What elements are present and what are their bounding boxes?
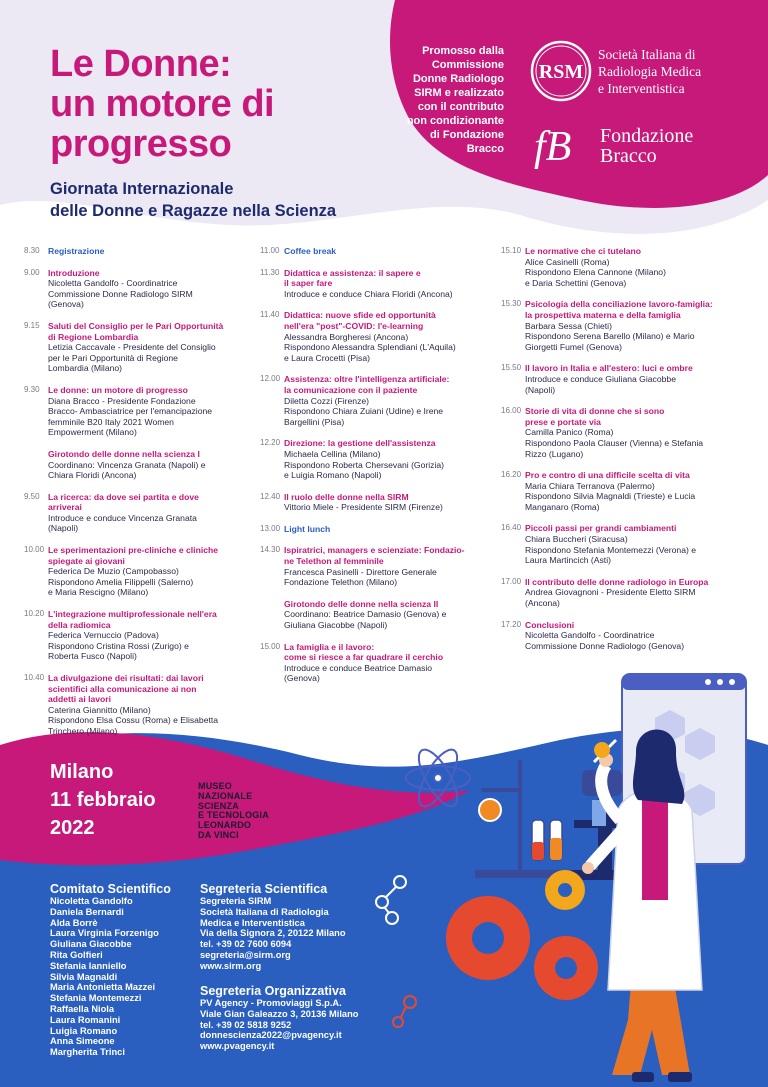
program-speaker-line: Nicoletta Gandolfo - Coordinatrice: [525, 630, 655, 641]
program-item: [260, 492, 492, 513]
segreteria-organizzativa-heading: Segreteria Organizzativa: [200, 984, 346, 998]
program-title: [525, 246, 751, 257]
program-time: 9.15: [24, 320, 40, 330]
program-speaker-line: Rispondono Alessandra Splendiani (L'Aquila): [284, 342, 456, 353]
bracco-name: [600, 126, 693, 166]
program-speaker-line: Introduce e conduce Chiara Floridi (Ancona): [284, 288, 453, 299]
program-title-line: La famiglia e il lavoro:: [284, 641, 375, 652]
info-line: Stefania Ianniello: [50, 960, 127, 971]
program-item: [24, 673, 256, 737]
program-speaker-line: Rispondono Serena Barello (Milano) e Mario: [525, 331, 695, 342]
program-item: [260, 310, 492, 363]
program-speaker-line: femminile B20 Italy 2021 Women: [48, 416, 174, 427]
program-title-line: Le normative che ci tutelano: [525, 246, 642, 256]
program-speaker-line: (Ancona): [525, 598, 560, 609]
program-title-line: la prospettiva materna e della famiglia: [525, 309, 681, 320]
program-item: [260, 438, 492, 480]
program-title-line: Light lunch: [284, 523, 331, 534]
program-title: [525, 620, 751, 631]
program-title: [48, 246, 256, 257]
program-title: [284, 438, 492, 449]
program-speaker-line: Trinchero (Milano): [48, 725, 118, 736]
comitato-members: [50, 896, 171, 1058]
program-time: 14.30: [260, 545, 281, 555]
program-time: 12.20: [260, 438, 281, 448]
program-title-line: Saluti del Consiglio per le Pari Opportunità: [48, 320, 224, 331]
info-line: Laura Romanini: [50, 1014, 121, 1025]
program-title-line: come si riesce a far quadrare il cerchio: [284, 652, 444, 663]
program-item: [501, 246, 751, 288]
program-speaker-line: e Laura Crocetti (Pisa): [284, 352, 370, 363]
title-line-2: un motore di: [50, 83, 275, 125]
program-speaker-line: Letizia Caccavale - Presidente del Consiglio: [48, 342, 216, 353]
museum-line: DA VINCI: [198, 829, 239, 840]
info-line: Stefania Montemezzi: [50, 993, 142, 1004]
program-title: [48, 449, 256, 460]
subtitle-line-1: Giornata Internazionale: [50, 180, 234, 198]
program-title: [525, 406, 751, 427]
program-title-line: La ricerca: da dove sei partita e dove: [48, 491, 199, 502]
program-speaker-line: Alice Casinelli (Roma): [525, 256, 610, 267]
program-title-line: Ispiratrici, managers e scienziate: Fondazio-: [284, 545, 465, 556]
program-time: 9.50: [24, 491, 40, 501]
program-time: 10.00: [24, 545, 45, 555]
museum-line: SCIENZA: [198, 800, 239, 811]
program-speaker-line: Francesca Pasinelli - Direttore Generale: [284, 566, 437, 577]
program-time: 9.30: [24, 384, 40, 394]
program-item: [501, 406, 751, 459]
sirm-mark-letters: RSM: [538, 61, 584, 83]
program-time: 16.20: [501, 470, 522, 480]
program-title-line: Il ruolo delle donne nella SIRM: [284, 491, 409, 502]
program-time: 15.00: [260, 641, 281, 651]
program-title-line: Storie di vita di donne che si sono: [525, 406, 665, 417]
info-line: Rita Golfieri: [50, 949, 103, 960]
museum-logo: [198, 782, 269, 841]
program-speaker-line: Lombardia (Milano): [48, 363, 123, 374]
program-speaker-line: Andrea Giovagnoni - Presidente Eletto SIRM: [525, 587, 696, 598]
program-title: [48, 492, 256, 513]
program-time: 9.00: [24, 267, 40, 277]
program-title-line: scientifici alla comunicazione ai non: [48, 683, 197, 694]
info-line: Daniela Bernardi: [50, 906, 124, 917]
program-title: [284, 268, 492, 289]
museum-line: NAZIONALE: [198, 790, 253, 801]
info-line: Luigia Romano: [50, 1025, 118, 1036]
program-title-line: la comunicazione con il paziente: [284, 384, 418, 395]
bracco-name-line: Bracco: [600, 145, 657, 167]
sirm-name: [598, 46, 701, 97]
subtitle-line-2: delle Donne e Ragazze nella Scienza: [50, 202, 337, 220]
program-time: 8.30: [24, 246, 40, 255]
program-title-line: addetti ai lavori: [48, 694, 112, 705]
program-speaker-line: Michaela Cellina (Milano): [284, 448, 381, 459]
program-column-3: [501, 246, 751, 662]
program-time: 13.00: [260, 523, 281, 533]
program-item: [24, 268, 256, 310]
info-line: segreteria@sirm.org: [200, 949, 291, 960]
info-line: Società Italiana di Radiologia: [200, 906, 329, 917]
program-speaker-line: Empowerment (Milano): [48, 427, 137, 438]
sirm-logo: [530, 40, 750, 110]
program-item: [24, 545, 256, 598]
promo-line: non condizionante: [406, 115, 504, 127]
program-speaker-line: Rispondono Silvia Magnaldi (Trieste) e Lucia: [525, 491, 696, 502]
promo-line: Commissione: [431, 59, 504, 71]
promo-line: con il contributo: [417, 101, 504, 113]
program-speaker-line: Roberta Fusco (Napoli): [48, 651, 137, 662]
program-item: [260, 246, 492, 257]
program-title-line: Pro e contro di una difficile scelta di vita: [525, 470, 690, 481]
sirm-name-line: e Interventistica: [598, 81, 685, 96]
info-line: donnescienza2022@pvagency.it: [200, 1030, 342, 1041]
program-speaker-line: Fondazione Telethon (Milano): [284, 577, 398, 588]
program-speaker-line: Vittorio Miele - Presidente SIRM (Firenze): [284, 502, 443, 513]
program-time: 11.40: [260, 310, 280, 320]
info-line: Raffaella Niola: [50, 1003, 115, 1014]
program-speaker-line: Commissione Donne Radiologo SIRM: [48, 288, 193, 299]
program-item: [24, 321, 256, 374]
promo-text: [380, 44, 504, 156]
program-time: 16.00: [501, 406, 522, 416]
sirm-name-line: Radiologia Medica: [598, 64, 702, 79]
program-speaker-line: Laura Martincich (Asti): [525, 555, 611, 566]
info-line: Margherita Trinci: [50, 1047, 125, 1058]
event-date-location: [50, 758, 156, 842]
program-title-line: ne Telethon al femminile: [284, 556, 384, 567]
info-line: Via della Signora 2, 20122 Milano: [200, 928, 346, 939]
program-speaker-line: Rispondono Cristina Rossi (Zurigo) e: [48, 640, 189, 651]
program-title: [284, 310, 492, 331]
comitato-scientifico: [50, 882, 171, 1058]
program-title: [284, 599, 492, 610]
program-item: [260, 545, 492, 587]
info-line: Giuliana Giacobbe: [50, 939, 132, 950]
gears-icon: [446, 870, 598, 1000]
program-title-line: L'integrazione multiprofessionale nell'era: [48, 609, 217, 620]
program-speaker-line: Coordinano: Vincenza Granata (Napoli) e: [48, 459, 206, 470]
sirm-name-line: Società Italiana di: [598, 47, 696, 62]
program-title-line: Direzione: la gestione dell'assistenza: [284, 438, 436, 449]
info-line: tel. +39 02 5818 9252: [200, 1019, 292, 1030]
program-item: [24, 492, 256, 534]
program-speaker-line: Rispondono Stefania Montemezzi (Verona) e: [525, 544, 697, 555]
program-title-line: spiegate ai giovani: [48, 555, 125, 566]
program-item: [260, 599, 492, 631]
event-date: 11 febbraio: [50, 789, 156, 811]
program-title: [525, 299, 751, 320]
program-time: 12.40: [260, 491, 281, 501]
program-title-line: Piccoli passi per grandi cambiamenti: [525, 523, 677, 534]
program-speaker-line: Rizzo (Lugano): [525, 448, 584, 459]
program-speaker-line: (Napoli): [525, 384, 556, 395]
program-title-line: Registrazione: [48, 246, 105, 256]
info-line: Silvia Magnaldi: [50, 971, 118, 982]
museum-line: E TECNOLOGIA: [198, 810, 269, 821]
info-line: Maria Antonietta Mazzei: [50, 982, 156, 993]
info-line: Medica e Interventistica: [200, 917, 305, 928]
program-speaker-line: Alessandra Borgheresi (Ancona): [284, 331, 409, 342]
program-title-line: Didattica e assistenza: il sapere e: [284, 267, 421, 278]
promo-line: Bracco: [466, 143, 504, 155]
promo-line: SIRM e realizzato: [414, 87, 504, 99]
program-title-line: Il contributo delle donne radiologo in Europa: [525, 576, 709, 587]
segreteria-scientifica-heading: Segreteria Scientifica: [200, 882, 328, 896]
program-title-line: Coffee break: [284, 246, 337, 256]
program-speaker-line: Barbara Sessa (Chieti): [525, 320, 612, 331]
program-title: [48, 268, 256, 279]
program-item: [260, 524, 492, 535]
program-title: [284, 492, 492, 503]
bracco-mark-letters: fB: [534, 124, 572, 170]
program-speaker-line: Bargellini (Pisa): [284, 416, 345, 427]
program-speaker-line: (Genova): [48, 299, 84, 310]
program-speaker-line: Federica Vernuccio (Padova): [48, 630, 159, 641]
program-time: 11.00: [260, 246, 280, 255]
program-speaker-line: Diletta Cozzi (Firenze): [284, 395, 370, 406]
program-title-line: Introduzione: [48, 267, 100, 278]
promo-line: Promosso dalla: [422, 45, 504, 57]
info-line: tel. +39 02 7600 6094: [200, 939, 292, 950]
program-title-line: di Regione Lombardia: [48, 331, 139, 342]
program-title-line: prese e portate via: [525, 416, 601, 427]
event-city: Milano: [50, 761, 114, 783]
program-column-2: [260, 246, 492, 695]
program-speaker-line: e Luigia Romano (Napoli): [284, 470, 382, 481]
program-speaker-line: Nicoletta Gandolfo - Coordinatrice: [48, 278, 178, 289]
program-title-line: Girotondo delle donne nella scienza I: [48, 448, 200, 459]
program-time: 15.30: [501, 299, 522, 309]
program-speaker-line: Chiara Floridi (Ancona): [48, 470, 137, 481]
program-column-1: [24, 246, 256, 748]
program-title: [284, 524, 492, 535]
bracco-name-line: Fondazione: [600, 125, 694, 147]
program-speaker-line: Camilla Panico (Roma): [525, 427, 614, 438]
info-line: PV Agency - Promoviaggi S.p.A.: [200, 998, 342, 1008]
museum-line: MUSEO: [198, 781, 233, 791]
program-time: 15.50: [501, 363, 522, 373]
program-speaker-line: Rispondono Amelia Filippelli (Salerno): [48, 576, 194, 587]
program-speaker-line: Introduce e conduce Beatrice Damasio: [284, 662, 433, 673]
program-speaker-line: Giuliana Giacobbe (Napoli): [284, 620, 388, 631]
poster-subtitle: [50, 178, 450, 222]
program-speaker-line: Federica De Muzio (Campobasso): [48, 566, 179, 577]
info-line: Alda Borrè: [50, 917, 98, 928]
program-title-line: arriverai: [48, 502, 82, 513]
program-item: [501, 470, 751, 512]
program-item: [501, 523, 751, 565]
event-year: 2022: [50, 817, 95, 839]
program-title-line: Psicologia della conciliazione lavoro-famiglia:: [525, 299, 713, 310]
program-title-line: Assistenza: oltre l'intelligenza artificiale:: [284, 374, 450, 385]
segreteria-scientifica: [200, 882, 346, 972]
program-time: 12.00: [260, 374, 281, 384]
molecule-icon: [376, 876, 416, 1027]
program-speaker-line: Commissione Donne Radiologo (Genova): [525, 640, 685, 651]
fondazione-bracco-logo: [530, 118, 750, 174]
poster-title: [50, 44, 380, 164]
program-speaker-line: Maria Chiara Terranova (Palermo): [525, 480, 655, 491]
program-title: [284, 545, 492, 566]
program-speaker-line: (Genova): [284, 673, 320, 684]
program-title: [525, 470, 751, 481]
promo-line: Donne Radiologo: [412, 73, 504, 85]
program-speaker-line: per le Pari Opportunità di Regione: [48, 352, 178, 363]
title-line-1: Le Donne:: [50, 43, 232, 85]
program-title: [284, 642, 492, 663]
bracco-logo-icon: [530, 118, 592, 170]
segreteria-scientifica-lines: [200, 896, 346, 972]
program-time: 11.30: [260, 267, 280, 277]
program-speaker-line: e Maria Rescigno (Milano): [48, 587, 149, 598]
promo-line: di Fondazione: [430, 129, 504, 141]
program-title: [525, 523, 751, 534]
program-time: 10.20: [24, 609, 45, 619]
program-speaker-line: Giorgetti Fumel (Genova): [525, 341, 622, 352]
program-speaker-line: Coordinano: Beatrice Damasio (Genova) e: [284, 609, 447, 620]
program-speaker-line: Rispondono Elsa Cossu (Roma) e Elisabetta: [48, 715, 219, 726]
program-speaker-line: Rispondono Chiara Zuiani (Udine) e Irene: [284, 406, 444, 417]
comitato-heading: Comitato Scientifico: [50, 882, 171, 896]
program-time: 16.40: [501, 523, 522, 533]
info-line: Viale Gian Galeazzo 3, 20136 Milano: [200, 1008, 359, 1019]
program-title: [284, 374, 492, 395]
program-time: 10.40: [24, 673, 45, 682]
scientist-illustration: [370, 670, 768, 1087]
program-item: [501, 299, 751, 352]
program-title-line: Le sperimentazioni pre-cliniche e cliniche: [48, 545, 219, 556]
segreteria-organizzativa-lines: [200, 998, 358, 1052]
program-title: [284, 246, 492, 257]
program-speaker-line: Chiara Buccheri (Siracusa): [525, 534, 628, 545]
program-title: [48, 321, 256, 342]
program-item: [501, 620, 751, 652]
program-speaker-line: Diana Bracco - Presidente Fondazione: [48, 395, 196, 406]
program-speaker-line: Rispondono Roberta Chersevani (Gorizia): [284, 459, 445, 470]
title-line-3: progresso: [50, 123, 232, 165]
program-speaker-line: e Daria Schettini (Genova): [525, 277, 627, 288]
program-item: [260, 374, 492, 427]
museum-line: LEONARDO: [198, 820, 252, 831]
program-item: [501, 363, 751, 395]
program-speaker-line: Introduce e conduce Vincenza Granata: [48, 512, 197, 523]
program-title: [48, 673, 256, 705]
segreteria-organizzativa: [200, 984, 358, 1052]
program-item: [24, 246, 256, 257]
program-speaker-line: Caterina Giannitto (Milano): [48, 704, 151, 715]
program-speaker-line: Bracco- Ambasciatrice per l'emancipazione: [48, 406, 213, 417]
program-title: [48, 385, 256, 396]
info-line: Nicoletta Gandolfo: [50, 896, 133, 906]
atom-icon: [406, 744, 470, 811]
program-speaker-line: Introduce e conduce Giuliana Giacobbe: [525, 373, 676, 384]
program-time: 17.00: [501, 576, 522, 586]
program-item: [24, 449, 256, 481]
program-title-line: della radiomica: [48, 619, 111, 630]
program-title: [48, 545, 256, 566]
program-title-line: La divulgazione dei risultati: dai lavori: [48, 673, 204, 683]
program-title: [48, 609, 256, 630]
program-speaker-line: Rispondono Elena Cannone (Milano): [525, 267, 666, 278]
program-time: 15.10: [501, 246, 522, 255]
program-speaker-line: Rispondono Paola Clauser (Vienna) e Stefania: [525, 437, 704, 448]
sirm-logo-icon: [530, 40, 592, 102]
program-title-line: Didattica: nuove sfide ed opportunità: [284, 310, 436, 321]
info-line: Laura Virginia Forzenigo: [50, 928, 159, 939]
program-speaker-line: Manganaro (Roma): [525, 501, 600, 512]
program-title-line: Le donne: un motore di progresso: [48, 384, 188, 395]
info-line: www.pvagency.it: [200, 1041, 275, 1052]
program-time: 17.20: [501, 619, 522, 629]
lab-stand-icon: [475, 760, 595, 878]
program-title-line: Girotondo delle donne nella scienza II: [284, 598, 439, 609]
program-title-line: Conclusioni: [525, 619, 575, 630]
program-speaker-line: (Napoli): [48, 523, 79, 534]
program-title: [525, 577, 751, 588]
program-item: [24, 385, 256, 438]
program-title-line: il saper fare: [284, 278, 333, 289]
program-title-line: Il lavoro in Italia e all'estero: luci e ombre: [525, 363, 693, 374]
info-line: Segreteria SIRM: [200, 896, 272, 906]
program-title-line: nell'era "post"-COVID: l'e-learning: [284, 320, 424, 331]
info-line: Anna Simeone: [50, 1036, 115, 1047]
info-line: www.sirm.org: [200, 960, 262, 971]
program-title: [525, 363, 751, 374]
program-item: [260, 268, 492, 300]
program-item: [24, 609, 256, 662]
program-item: [501, 577, 751, 609]
